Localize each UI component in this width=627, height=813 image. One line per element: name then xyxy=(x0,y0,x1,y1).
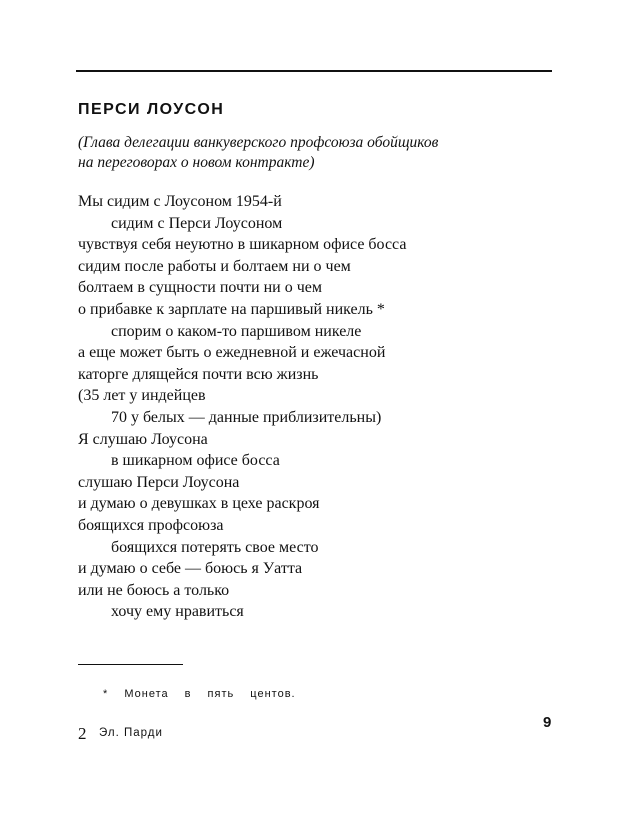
poem-line: или не боюсь а только xyxy=(78,581,230,599)
poem-line: Я слушаю Лоусона xyxy=(78,430,208,448)
page-number: 9 xyxy=(543,714,552,731)
poem-line: (35 лет у индейцев xyxy=(78,387,206,405)
footnote: * Монета в пять центов. xyxy=(103,688,296,700)
poem-subtitle xyxy=(78,133,558,173)
poem-line: боящихся потерять свое место xyxy=(111,538,319,556)
poem-line: боящихся профсоюза xyxy=(78,516,224,534)
poem-line: 70 у белых — данные приблизительны) xyxy=(111,408,382,426)
poem-line: и думаю о себе — боюсь я Уатта xyxy=(78,560,303,578)
poem-line: в шикарном офисе босса xyxy=(111,452,280,470)
poem-line: Мы сидим с Лоусоном 1954-й xyxy=(78,193,282,210)
subtitle-line: на переговорах о новом контракте) xyxy=(78,154,315,171)
signature-text: Эл. Парди xyxy=(99,727,163,739)
poem-body xyxy=(78,191,406,623)
poem-line: спорим о каком-то паршивом никеле xyxy=(111,322,362,340)
poem-line: хочу ему нравиться xyxy=(111,603,244,621)
poem-line: чувствуя себя неуютно в шикарном офисе босса xyxy=(78,236,407,254)
poem-line: сидим с Перси Лоусоном xyxy=(111,214,283,232)
subtitle-line: (Глава делегации ванкуверского профсоюза обойщиков xyxy=(78,134,439,151)
poem-line: слушаю Перси Лоусона xyxy=(78,473,240,491)
top-rule xyxy=(76,70,552,72)
poem-line: и думаю о девушках в цехе раскроя xyxy=(78,495,320,513)
poem-line: болтаем в сущности почти ни о чем xyxy=(78,279,322,297)
poem-line: о прибавке к зарплате на паршивый никель * xyxy=(78,300,385,318)
poem-line: сидим после работы и болтаем ни о чем xyxy=(78,257,351,275)
poem-line: каторге длящейся почти всю жизнь xyxy=(78,365,319,383)
signature-number: 2 xyxy=(78,724,87,743)
footnote-rule xyxy=(78,664,183,665)
poem-line: а еще может быть о ежедневной и ежечасной xyxy=(78,344,386,362)
poem-title: ПЕРСИ ЛОУСОН xyxy=(78,101,225,118)
